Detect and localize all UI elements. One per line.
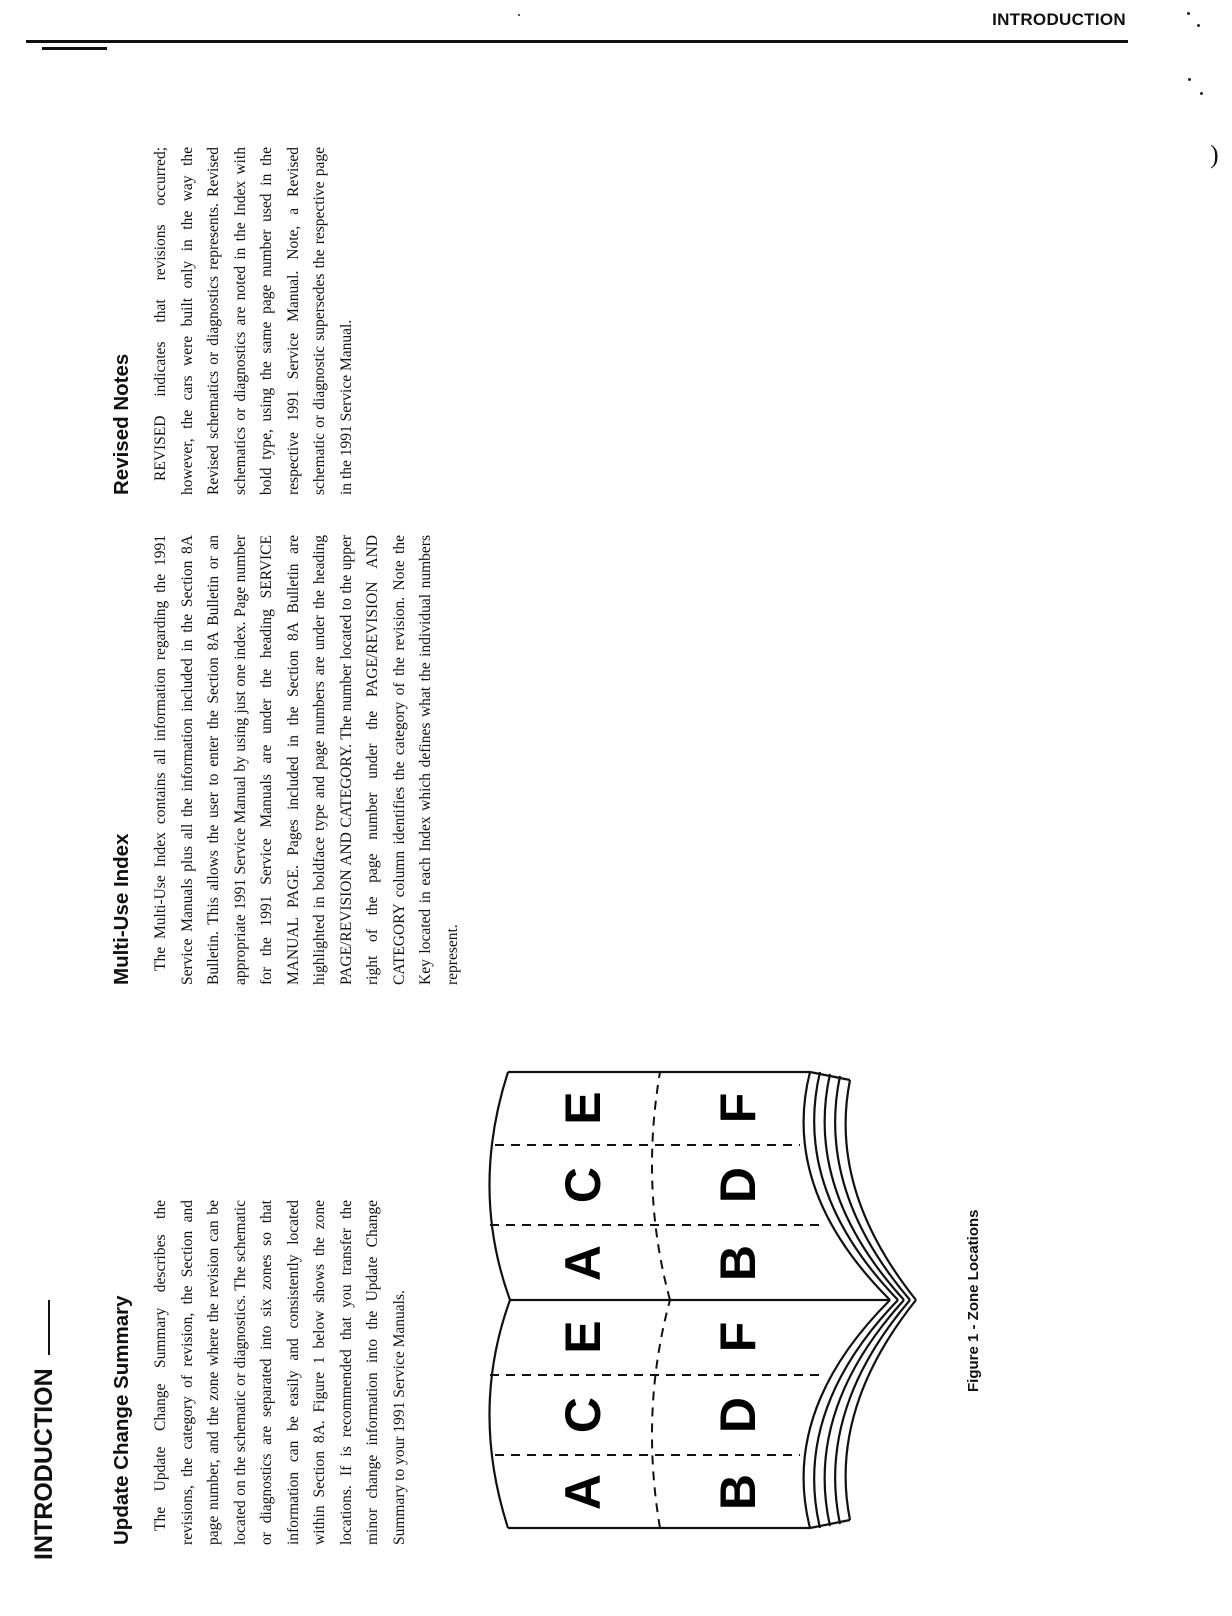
section-title-rule <box>48 1300 50 1355</box>
header-rule <box>26 40 1128 43</box>
multi-use-index-body: The Multi-Use Index contains all information regarding the 1991 Service Manuals plus all the information included in the Section 8A Bulletin. This allows the user to enter the Section 8A Bulletin or an appropriate 1991 Service Manual by using just one index. Page number for the 1991 Service Manuals are under the heading SERVICE MANUAL PAGE. Pages included in the Section 8A Bulletin are highlighted in boldface type and page numbers are under the heading PAGE/REVISION AND CATEGORY. The number located to the upper right of the page number under the PAGE/REVISION AND CATEGORY column identifies the category of the revision. Note the Key located in each Index which defines what the individual numbers represent. <box>152 535 461 985</box>
zone-label: A <box>555 1244 611 1282</box>
scan-speck <box>1187 12 1190 15</box>
scan-speck <box>1197 24 1200 27</box>
zone-label: B <box>710 1473 766 1511</box>
margin-bar <box>42 47 107 50</box>
zone-label: D <box>710 1166 766 1204</box>
zone-label: B <box>710 1244 766 1282</box>
zone-label: A <box>555 1473 611 1511</box>
scan-speck <box>518 14 520 16</box>
update-change-summary-body: The Update Change Summary describes the revisions, the category of revision, the Section and page number, and the zone where the revision can be located on the schematic or diagnostics. The schematic or diagnostics are separated into six zones so that information can be easily and consistently located within Section 8A. Figure 1 below shows the zone locations. If is recommended that you transfer the minor change information into the Update Change Summary to your 1991 Service Manuals. <box>152 1200 408 1545</box>
revised-notes-heading: Revised Notes <box>110 353 133 495</box>
zone-label: F <box>710 1321 766 1353</box>
section-title: INTRODUCTION <box>30 1368 58 1560</box>
page-header-title: INTRODUCTION <box>992 10 1126 29</box>
rotated-page-content <box>30 50 1112 1590</box>
figure-caption: Figure 1 - Zone Locations <box>965 1209 982 1392</box>
scan-speck <box>1200 92 1203 95</box>
scan-mark: ) <box>1210 140 1219 169</box>
zone-label: E <box>555 1091 611 1125</box>
zone-label: F <box>710 1092 766 1124</box>
multi-use-index-section <box>110 535 466 985</box>
zone-label: C <box>555 1166 611 1204</box>
zone-label: D <box>710 1396 766 1434</box>
scan-speck <box>1188 78 1191 81</box>
zone-label: E <box>555 1320 611 1354</box>
multi-use-index-heading: Multi-Use Index <box>110 833 133 985</box>
revised-notes-section <box>110 147 360 495</box>
open-book-diagram <box>480 1050 940 1540</box>
revised-notes-body: REVISED indicates that revisions occurred; however, the cars were built only in the way the Revised schematics or diagnostics represents. Revised schematics or diagnostics are noted in the Index with bold type, using the same page number used in the respective 1991 Service Manual. Note, a Revised schematic or diagnostic supersedes the respective page in the 1991 Service Manual. <box>152 147 355 495</box>
zone-locations-figure <box>480 1050 940 1540</box>
update-change-summary-heading: Update Change Summary <box>110 1295 133 1545</box>
update-change-summary-section <box>110 1200 413 1545</box>
zone-label: C <box>555 1396 611 1434</box>
